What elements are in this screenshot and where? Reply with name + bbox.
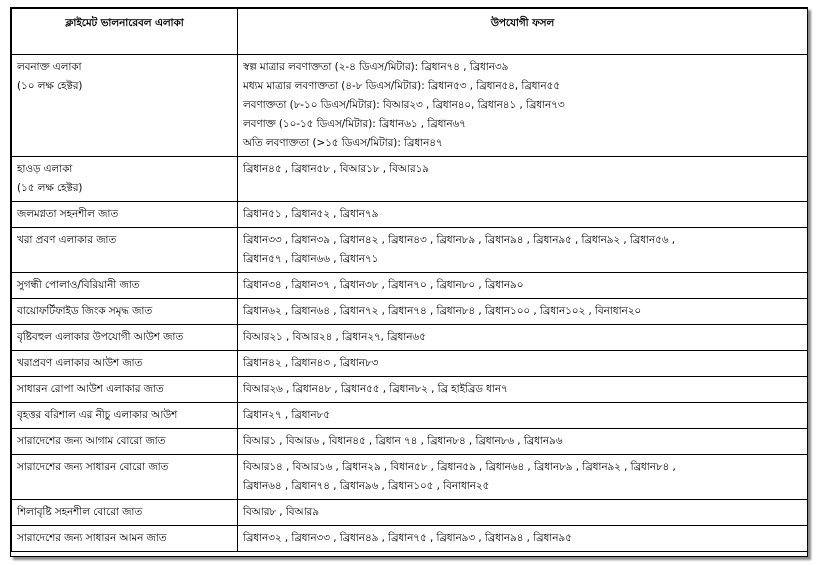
crop-text: ব্রিধান৫৭ , ব্রিধান৬৬ , ব্রিধান৭১ xyxy=(243,253,379,265)
crops-cell xyxy=(238,228,808,273)
area-cell xyxy=(12,377,238,403)
table-row xyxy=(12,377,808,403)
area-cell xyxy=(12,500,238,526)
crop-text: বিআর৮ , বিআর৯ xyxy=(243,506,319,518)
crop-text: ব্রিধান৪৫ , ব্রিধান৫৮ , বিআর১৮ , বিআর১৯ xyxy=(243,163,429,175)
area-cell xyxy=(12,55,238,157)
table-row xyxy=(12,455,808,500)
crops-cell xyxy=(238,299,808,325)
crop-text: লবণাক্ততা (৮-১০ ডিএস/মিটার): বিআর২৩ , ব্রিধান৪০, ব্রিধান৪১ , ব্রিধান৭৩ xyxy=(243,99,565,111)
crop-text: স্বল্প মাত্রার লবণাক্ততা (২-৪ ডিএস/মিটার): ব্রিধান৭৪ , ব্রিধান৩৯ xyxy=(243,61,509,73)
area-text: সারাদেশের জন্য সাধারন আমন জাত xyxy=(17,532,167,544)
crop-text: বিআর১৪ , বিআর১৬ , ব্রিধান২৯ , বিধান৫৮ , ব্রিধান৫৯ , ব্রিধান৬৪ , ব্রিধান৮৯ , ব্রিধান৯২ , ব্রিধান৮৪ , xyxy=(243,461,676,473)
crops-cell xyxy=(238,55,808,157)
area-cell xyxy=(12,299,238,325)
crop-text: বিআর২১ , বিআর২৪ , ব্রিধান২৭, ব্রিধান৬৫ xyxy=(243,331,426,343)
area-text: লবনাক্ত এলাকা xyxy=(17,61,82,73)
table-row xyxy=(12,273,808,299)
crops-cell xyxy=(238,455,808,500)
area-cell xyxy=(12,403,238,429)
table-row xyxy=(12,325,808,351)
table-row xyxy=(12,55,808,157)
area-cell xyxy=(12,273,238,299)
area-text: সারাদেশের জন্য আগাম বোরো জাত xyxy=(17,435,166,447)
area-text: সুগন্ধী পোলাও/বিরিয়ানী জাত xyxy=(17,279,140,291)
crops-cell xyxy=(238,273,808,299)
crop-text: অতি লবণাক্ততা (>১৫ ডিএস/মিটার): ব্রিধান৪৭ xyxy=(243,137,443,149)
area-cell xyxy=(12,228,238,273)
table-row xyxy=(12,202,808,228)
crops-cell xyxy=(238,325,808,351)
crop-text: বিআর২৬ , ব্রিধান৪৮ , ব্রিধান৫৫ , ব্রিধান৮২ , ব্রি হাইব্রিড ধান৭ xyxy=(243,383,508,395)
crops-cell xyxy=(238,202,808,228)
table-body xyxy=(12,55,808,552)
crops-cell xyxy=(238,351,808,377)
crop-table-container xyxy=(10,7,808,557)
crops-cell xyxy=(238,500,808,526)
header-area: ক্লাইমেট ভালনারেবল এলাকা xyxy=(12,9,238,55)
crops-cell xyxy=(238,403,808,429)
crop-text: ব্রিধান২৭ , ব্রিধান৮৫ xyxy=(243,409,330,421)
area-text: শিলাবৃষ্টি সহনশীল বোরো জাত xyxy=(17,506,143,518)
crop-text: ব্রিধান৩২ , ব্রিধান৩৩ , ব্রিধান৪৯ , ব্রিধান৭৫ , ব্রিধান৯৩ , ব্রিধান৯৪ , ব্রিধান৯৫ xyxy=(243,532,572,544)
crops-cell xyxy=(238,157,808,202)
table-row xyxy=(12,526,808,552)
crop-text: মধ্যম মাত্রার লবণাক্ততা (৪-৮ ডিএস/মিটার): ব্রিধান৫৩ , ব্রিধান৫৪, ব্রিধান৫৫ xyxy=(243,80,560,92)
area-text: বায়োফর্টিফাইড জিংক সমৃদ্ধ জাত xyxy=(17,305,153,317)
area-text: (১০ লক্ষ হেক্টর) xyxy=(17,80,83,92)
crop-suitability-table xyxy=(11,8,808,552)
crop-text: ব্রিধান৪২ , ব্রিধান৪৩ , ব্রিধান৮৩ xyxy=(243,357,379,369)
area-text: খরাপ্রবণ এলাকার আউশ জাত xyxy=(17,357,143,369)
header-crops: উপযোগী ফসল xyxy=(238,9,808,55)
area-cell xyxy=(12,429,238,455)
area-text: হাওড় এলাকা xyxy=(17,163,73,175)
crop-text: ব্রিধান৬২ , ব্রিধান৬৪ , ব্রিধান৭২ , ব্রিধান৭৪ , ব্রিধান৮৪ , ব্রিধান১০০ , ব্রিধান১০২ , বিনাধান২০ xyxy=(243,305,642,317)
crop-text: ব্রিধান৩৪ , ব্রিধান৩৭ , ব্রিধান৩৮ , ব্রিধান৭০ , ব্রিধান৮০ , ব্রিধান৯০ xyxy=(243,279,524,291)
area-text: সারাদেশের জন্য সাধারন বোরো জাত xyxy=(17,461,169,473)
table-row xyxy=(12,299,808,325)
crop-text: ব্রিধান৫১ , ব্রিধান৫২ , ব্রিধান৭৯ xyxy=(243,208,379,220)
table-header-row xyxy=(12,9,808,55)
area-cell xyxy=(12,325,238,351)
crop-text: বিআর১ , বিআর৬ , বিধান৪৫ , ব্রিধান ৭৪ , ব্রিধান৮৪ , ব্রিধান৮৬ , ব্রিধান৯৬ xyxy=(243,435,563,447)
area-cell xyxy=(12,157,238,202)
crop-text: ব্রিধান৩৩ , ব্রিধান৩৯ , ব্রিধান৪২ , ব্রিধান৪৩ , ব্রিধান৮৯ , ব্রিধান৯৪ , ব্রিধান৯৫ , ব্রিধান৯২ , ব্রিধান৫৬ , xyxy=(243,234,676,246)
area-text: সাধারন রোপা আউশ এলাকার জাত xyxy=(17,383,164,395)
table-row xyxy=(12,403,808,429)
area-cell xyxy=(12,351,238,377)
area-cell xyxy=(12,526,238,552)
area-text: জলমগ্নতা সহনশীল জাত xyxy=(17,208,119,220)
area-text: বৃষ্টিবহুল এলাকার উপযোগী আউশ জাত xyxy=(17,331,184,343)
table-row xyxy=(12,157,808,202)
crops-cell xyxy=(238,429,808,455)
table-row xyxy=(12,228,808,273)
crop-text: ব্রিধান৬৪ , ব্রিধান৭৪ , ব্রিধান৯৬ , ব্রিধান১০৫ , বিনাধান২৫ xyxy=(243,480,490,492)
crops-cell xyxy=(238,526,808,552)
area-cell xyxy=(12,455,238,500)
area-text: বৃহত্তর বরিশাল এর নীচু এলাকার আউশ xyxy=(17,409,178,421)
area-text: খরা প্রবণ এলাকার জাত xyxy=(17,234,117,246)
crop-text: লবণাক্ত (১০-১৫ ডিএস/মিটার): ব্রিধান৬১ , ব্রিধান৬৭ xyxy=(243,118,466,130)
area-text: (১৫ লক্ষ হেক্টর) xyxy=(17,182,83,194)
table-row xyxy=(12,429,808,455)
table-row xyxy=(12,500,808,526)
crops-cell xyxy=(238,377,808,403)
area-cell xyxy=(12,202,238,228)
table-row xyxy=(12,351,808,377)
